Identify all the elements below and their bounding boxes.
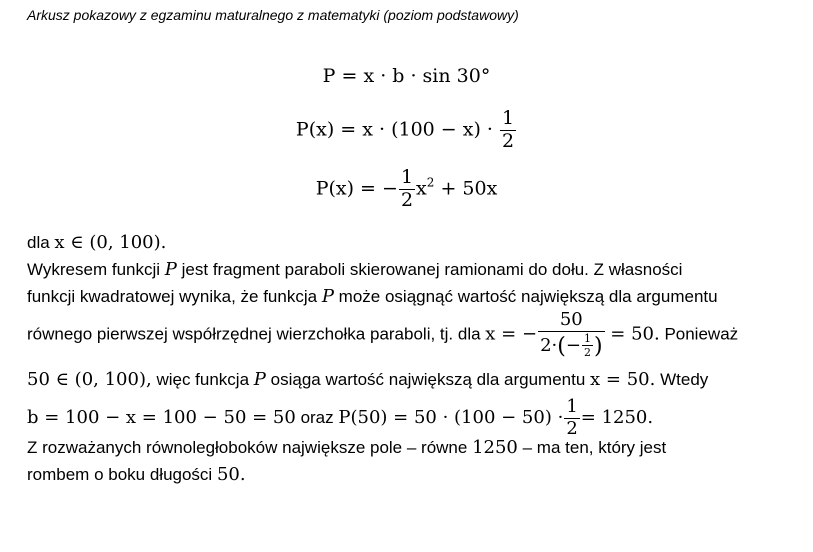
equation-area-formula xyxy=(0,67,813,86)
text-line xyxy=(27,369,708,391)
text-span: osiąga wartość największą dla argumentu xyxy=(270,370,586,389)
math-span: x = 50. xyxy=(590,369,656,390)
equation-text: P(x) = − xyxy=(315,177,398,200)
fraction xyxy=(582,333,593,359)
fraction-denominator: 2 xyxy=(566,417,578,439)
math-span: x = − xyxy=(485,323,538,345)
fraction-numerator: 50 xyxy=(538,311,604,332)
math-span: = 50. xyxy=(610,323,660,345)
math-span: 1250 xyxy=(472,437,518,458)
text-span: rombem o boku długości xyxy=(27,465,213,484)
fraction-denominator xyxy=(538,332,604,359)
text-span: – ma ten, który jest xyxy=(522,438,667,457)
fraction xyxy=(564,398,579,439)
text-span: Wtedy xyxy=(660,370,709,389)
fraction xyxy=(538,311,604,359)
text-line-domain xyxy=(27,232,166,254)
equation-text: + 50x xyxy=(440,177,498,200)
fraction-denominator: 2 xyxy=(400,188,414,211)
fraction-denominator: 2 xyxy=(502,129,515,152)
equation-variable: x xyxy=(416,177,427,200)
math-span: P xyxy=(321,286,334,307)
math-span: = 1250. xyxy=(580,406,654,428)
text-span: dla xyxy=(27,233,50,252)
text-span: oraz xyxy=(300,407,334,427)
text-span: funkcji kwadratowej wynika, że funkcja xyxy=(27,287,318,306)
equation-text: P = x · b · sin 30° xyxy=(322,65,491,87)
math-span: x ∈ (0, 100). xyxy=(54,232,167,253)
equation-exponent: 2 xyxy=(426,175,435,190)
fraction-numerator: 1 xyxy=(566,396,578,417)
text-line-vertex xyxy=(27,311,738,359)
fraction xyxy=(500,109,516,152)
fraction-numerator: 1 xyxy=(502,107,515,129)
math-span: − xyxy=(565,334,581,356)
equation-text: P(x) = x · (100 − x) · xyxy=(295,118,493,141)
text-span: może osiągnąć wartość największą dla argumentu xyxy=(338,287,718,306)
page-header: Arkusz pokazowy z egzaminu maturalnego z matematyki (poziom podstawowy) xyxy=(27,7,519,23)
text-line xyxy=(27,259,682,281)
text-line-result xyxy=(27,398,653,439)
text-line xyxy=(27,464,246,486)
paren: ) xyxy=(593,333,603,359)
math-span: 50. xyxy=(216,464,246,485)
text-span: Ponieważ xyxy=(664,324,739,344)
equation-quadratic xyxy=(0,168,813,211)
text-line xyxy=(27,437,666,459)
math-span: b = 100 − x = 100 − 50 = 50 xyxy=(27,406,296,428)
math-span: 50 ∈ (0, 100), xyxy=(27,369,152,390)
math-span: 2· xyxy=(540,334,558,356)
math-span: P xyxy=(253,369,266,390)
text-line xyxy=(27,286,718,308)
math-span: P xyxy=(164,259,177,280)
fraction-numerator: 1 xyxy=(400,166,414,188)
text-span: jest fragment paraboli skierowanej ramionami do dołu. Z własności xyxy=(181,260,683,279)
fraction-denominator: 2 xyxy=(583,346,591,360)
text-span: więc funkcja xyxy=(156,370,250,389)
fraction-numerator: 1 xyxy=(583,331,591,345)
math-span: P(50) = 50 · (100 − 50) · xyxy=(338,406,564,428)
text-span: Z rozważanych równoległoboków największe pole – równe xyxy=(27,438,468,457)
paren: ( xyxy=(557,333,566,359)
text-span: równego pierwszej współrzędnej wierzchołka paraboli, tj. dla xyxy=(27,324,481,344)
equation-area-function xyxy=(0,109,813,152)
fraction xyxy=(399,168,415,211)
text-span: Wykresem funkcji xyxy=(27,260,161,279)
